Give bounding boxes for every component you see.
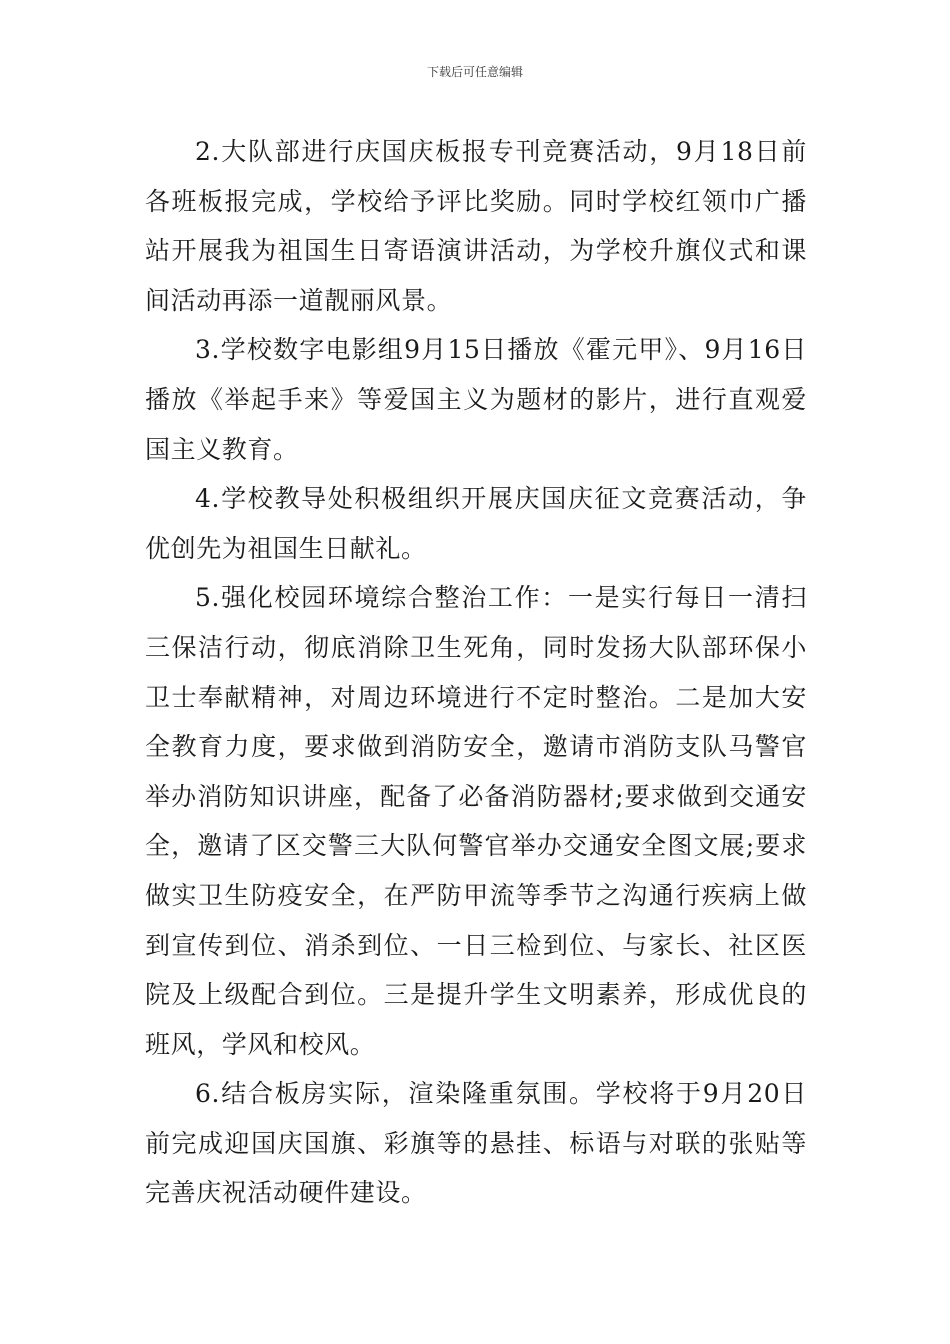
page-header-note: 下载后可任意编辑 <box>426 65 523 79</box>
paragraph-item-2: 2.大队部进行庆国庆板报专刊竞赛活动，9月18日前各班板报完成，学校给予评比奖励。同时学校红领巾广播站开展我为祖国生日寄语演讲活动，为学校升旗仪式和课间活动再添一道靓丽风景。 <box>145 137 807 315</box>
paragraph-item-4: 4.学校教导处积极组织开展庆国庆征文竞赛活动，争优创先为祖国生日献礼。 <box>145 484 807 563</box>
paragraph-item-6: 6.结合板房实际，渲染隆重氛围。学校将于9月20日前完成迎国庆国旗、彩旗等的悬挂、标语与对联的张贴等完善庆祝活动硬件建设。 <box>145 1079 807 1208</box>
document-body <box>145 127 807 1218</box>
paragraph-item-3: 3.学校数字电影组9月15日播放《霍元甲》、9月16日播放《举起手来》等爱国主义为题材的影片，进行直观爱国主义教育。 <box>145 335 807 464</box>
paragraph-item-5: 5.强化校园环境综合整治工作：一是实行每日一清扫三保洁行动，彻底消除卫生死角，同时发扬大队部环保小卫士奉献精神，对周边环境进行不定时整治。二是加大安全教育力度，要求做到消防安全，邀请市消防支队马警官举办消防知识讲座，配备了必备消防器材;要求做到交通安全，邀请了区交警三大队何警官举办交通安全图文展;要求做实卫生防疫安全，在严防甲流等季节之沟通行疾病上做到宣传到位、消杀到位、一日三检到位、与家长、社区医院及上级配合到位。三是提升学生文明素养，形成优良的班风，学风和校风。 <box>145 583 807 1059</box>
